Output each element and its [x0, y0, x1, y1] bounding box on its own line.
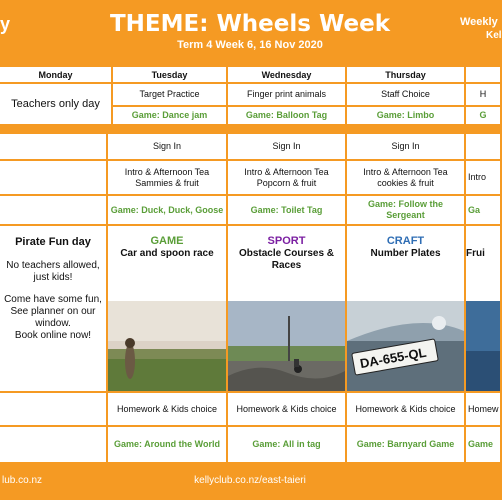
friday-activity: [466, 226, 500, 301]
wednesday-morning: Finger print animals: [228, 84, 345, 105]
thursday-activity-category: CRAFT: [386, 235, 425, 247]
thursday-tea-line1: Intro & Afternoon Tea: [363, 166, 448, 177]
thursday-activity: [347, 226, 464, 301]
tuesday-afternoon-game: Game: Duck, Duck, Goose: [108, 196, 226, 224]
monday-afternoon-game-empty: [0, 196, 106, 224]
friday-homework: Homew: [466, 393, 500, 425]
wednesday-afternoon-game: Game: Toilet Tag: [228, 196, 345, 224]
friday-morning-game: G: [466, 107, 500, 124]
wednesday-photo: [228, 301, 345, 391]
monday-special-title: Pirate Fun day: [15, 236, 91, 248]
footer-left-link[interactable]: lub.co.nz: [2, 475, 43, 486]
thursday-tea-line2: cookies & fruit: [377, 177, 434, 188]
footer-center-link[interactable]: kellyclub.co.nz/east-taieri: [194, 475, 306, 486]
tuesday-tea-line2: Sammies & fruit: [135, 177, 199, 188]
thursday-homework: Homework & Kids choice: [347, 393, 464, 425]
wednesday-morning-game: Game: Balloon Tag: [228, 107, 345, 124]
page-subtitle: Term 4 Week 6, 16 Nov 2020: [177, 39, 323, 51]
tuesday-activity-category: GAME: [150, 235, 184, 247]
thursday-signin: Sign In: [347, 134, 464, 159]
wednesday-homework: Homework & Kids choice: [228, 393, 345, 425]
wednesday-final-game: Game: All in tag: [228, 427, 345, 462]
thursday-activity-title: Number Plates: [370, 248, 441, 259]
monday-signin-empty: [0, 134, 106, 159]
thursday-tea: [347, 161, 464, 194]
thursday-afternoon-game: Game: Follow the Sergeant: [347, 196, 464, 224]
friday-afternoon-game: Ga: [466, 196, 500, 224]
monday-special: [0, 226, 106, 391]
friday-signin: [466, 134, 500, 159]
wednesday-activity-category: SPORT: [267, 235, 306, 247]
thursday-morning: Staff Choice: [347, 84, 464, 105]
wednesday-signin: Sign In: [228, 134, 345, 159]
tuesday-final-game: Game: Around the World: [108, 427, 226, 462]
logo-fragment: y: [0, 14, 11, 34]
monday-tea-empty: [0, 161, 106, 194]
wednesday-tea-line1: Intro & Afternoon Tea: [244, 166, 329, 177]
wednesday-tea: [228, 161, 345, 194]
friday-morning: H: [466, 84, 500, 105]
monday-special-line3: See planner on our window.: [10, 306, 96, 329]
monday-special-line1: No teachers allowed, just kids!: [6, 260, 100, 283]
thursday-final-game: Game: Barnyard Game: [347, 427, 464, 462]
monday-morning: Teachers only day: [0, 84, 111, 124]
wednesday-activity: [228, 226, 345, 301]
tuesday-morning: Target Practice: [113, 84, 226, 105]
thursday-morning-game: Game: Limbo: [347, 107, 464, 124]
monday-final-game-empty: [0, 427, 106, 462]
tuesday-homework: Homework & Kids choice: [108, 393, 226, 425]
day-header-thursday: Thursday: [347, 67, 464, 82]
page-title: THEME: Wheels Week: [109, 11, 391, 37]
friday-photo: [466, 301, 500, 391]
monday-special-line2: Come have some fun,: [4, 294, 102, 305]
wednesday-tea-line2: Popcorn & fruit: [256, 177, 317, 188]
number-plate-text: DA-655-QL: [358, 344, 428, 372]
header-right-label: Weekly: [460, 16, 498, 28]
thursday-photo: [347, 301, 464, 391]
friday-final-game: Game: [466, 427, 500, 462]
wednesday-activity-title: Obstacle Courses & Races: [238, 248, 335, 271]
tuesday-morning-game: Game: Dance jam: [113, 107, 226, 124]
day-header-friday: [466, 67, 500, 82]
header-right-sublabel: Kel: [486, 30, 502, 41]
tuesday-photo: [108, 301, 226, 391]
tuesday-tea: [108, 161, 226, 194]
day-header-tuesday: Tuesday: [113, 67, 226, 82]
friday-activity-title: Frui: [466, 248, 485, 259]
tuesday-activity-title: Car and spoon race: [120, 248, 214, 259]
friday-tea: Intro: [466, 161, 500, 194]
monday-homework-empty: [0, 393, 106, 425]
day-header-wednesday: Wednesday: [228, 67, 345, 82]
day-header-monday: Monday: [0, 67, 111, 82]
tuesday-signin: Sign In: [108, 134, 226, 159]
tuesday-activity: [108, 226, 226, 301]
monday-special-line4: Book online now!: [14, 330, 92, 341]
tuesday-tea-line1: Intro & Afternoon Tea: [124, 166, 210, 177]
